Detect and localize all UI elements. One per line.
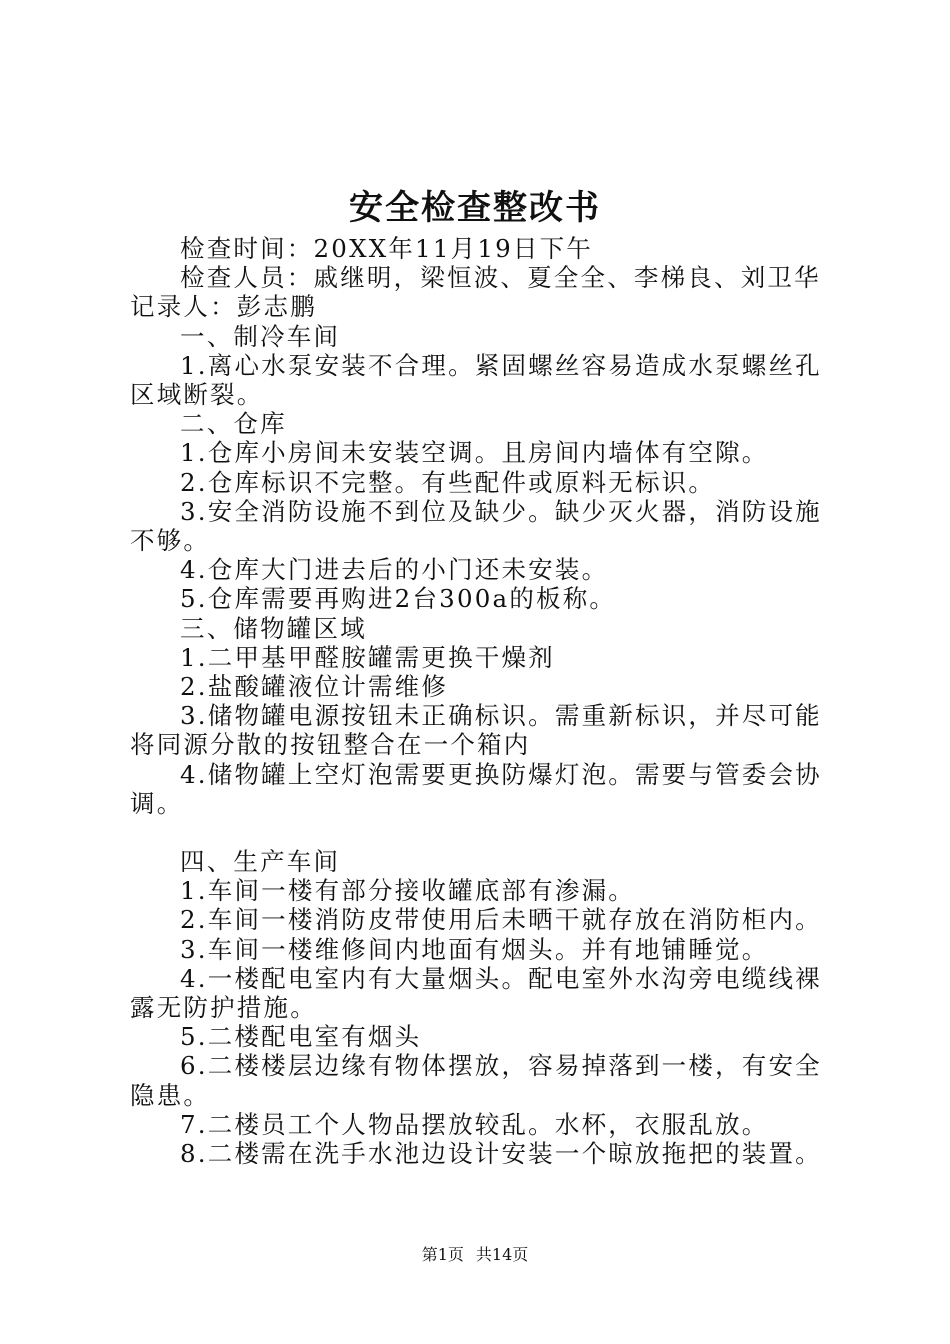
list-item: 4.储物罐上空灯泡需要更换防爆灯泡。需要与管委会协调。 [130, 759, 822, 818]
list-item: 3.储物罐电源按钮未正确标识。需重新标识，并尽可能将同源分散的按钮整合在一个箱内 [130, 701, 822, 760]
list-item: 1.仓库小房间未安装空调。且房间内墙体有空隙。 [180, 438, 769, 468]
list-item: 7.二楼员工个人物品摆放较乱。水杯，衣服乱放。 [180, 1109, 769, 1139]
list-item: 1.离心水泵安装不合理。紧固螺丝容易造成水泵螺丝孔区域断裂。 [130, 350, 822, 410]
list-item: 2.仓库标识不完整。有些配件或原料无标识。 [180, 467, 716, 497]
inspection-time: 检查时间：20XX年11月19日下午 [180, 234, 594, 263]
list-item: 1.车间一楼有部分接收罐底部有渗漏。 [180, 876, 635, 906]
list-item: 4.一楼配电室内有大量烟头。配电室外水沟旁电缆线裸露无防护措施。 [130, 963, 822, 1023]
list-item: 3.车间一楼维修间内地面有烟头。并有地铺睡觉。 [180, 934, 769, 964]
list-item: 3.安全消防设施不到位及缺少。缺少灭火器，消防设施不够。 [130, 496, 822, 556]
page-footer [0, 1244, 950, 1266]
section-heading-storage-tanks: 三、储物罐区域 [180, 613, 367, 643]
section-heading-refrigeration: 一、制冷车间 [180, 321, 341, 351]
list-item: 5.仓库需要再购进2台300a的板称。 [180, 584, 617, 614]
list-item: 4.仓库大门进去后的小门还未安装。 [180, 555, 609, 585]
list-item: 5.二楼配电室有烟头 [180, 1022, 422, 1052]
page-total: 共14页 [475, 1245, 529, 1264]
list-item: 8.二楼需在洗手水池边设计安装一个晾放拖把的装置。 [180, 1139, 822, 1169]
page-number: 第1页 [421, 1245, 464, 1264]
paragraph-spacer [130, 818, 845, 847]
list-item: 2.盐酸罐液位计需维修 [180, 672, 449, 702]
inspection-staff: 检查人员：戚继明，梁恒波、夏全全、李梯良、刘卫华记录人：彭志鹏 [130, 263, 821, 322]
document-title: 安全检查整改书 [349, 188, 601, 228]
section-heading-production: 四、生产车间 [180, 847, 341, 877]
list-item: 2.车间一楼消防皮带使用后未晒干就存放在消防柜内。 [180, 905, 822, 935]
section-heading-warehouse: 二、仓库 [180, 409, 287, 439]
list-item: 6.二楼楼层边缘有物体摆放，容易掉落到一楼，有安全隐患。 [130, 1051, 822, 1110]
list-item: 1.二甲基甲醛胺罐需更换干燥剂 [180, 642, 555, 672]
document-body [130, 234, 845, 1168]
